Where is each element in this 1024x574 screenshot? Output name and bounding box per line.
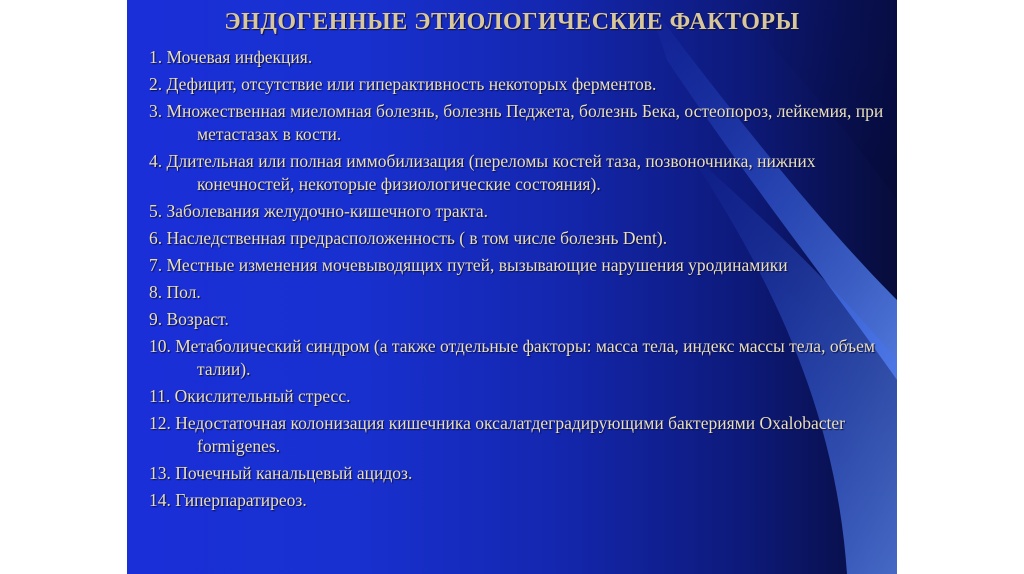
list-item: 4. Длительная или полная иммобилизация (переломы костей таза, позвоночника, нижних конечностей, некоторые физиологические состояния). — [149, 151, 816, 194]
list-item: 14. Гиперпаратиреоз. — [149, 490, 307, 510]
list-item: 5. Заболевания желудочно-кишечного тракта. — [149, 201, 488, 221]
list-item: 1. Мочевая инфекция. — [149, 47, 313, 67]
list-item: 13. Почечный канальцевый ацидоз. — [149, 463, 413, 483]
slide-title: ЭНДОГЕННЫЕ ЭТИОЛОГИЧЕСКИЕ ФАКТОРЫ — [224, 9, 800, 35]
slide — [127, 0, 897, 574]
list-item: 11. Окислительный стресс. — [149, 386, 351, 406]
list-item: 7. Местные изменения мочевыводящих путей, вызывающие нарушения уродинамики — [149, 255, 788, 275]
list-item: 12. Недостаточная колонизация кишечника оксалатдеградирующими бактериями Oxalobacter formigenes. — [149, 413, 845, 456]
list-item: 3. Множественная миеломная болезнь, болезнь Педжета, болезнь Бека, остеопороз, лейкемия, при метастазах в кости. — [149, 101, 884, 144]
list-item: 2. Дефицит, отсутствие или гиперактивность некоторых ферментов. — [149, 74, 657, 94]
list-item: 6. Наследственная предрасположенность ( в том числе болезнь Dent). — [149, 228, 668, 248]
factor-list — [149, 46, 889, 516]
list-item: 10. Метаболический синдром (а также отдельные факторы: масса тела, индекс массы тела, объем талии). — [149, 336, 875, 379]
list-item: 8. Пол. — [149, 282, 201, 302]
list-item: 9. Возраст. — [149, 309, 229, 329]
